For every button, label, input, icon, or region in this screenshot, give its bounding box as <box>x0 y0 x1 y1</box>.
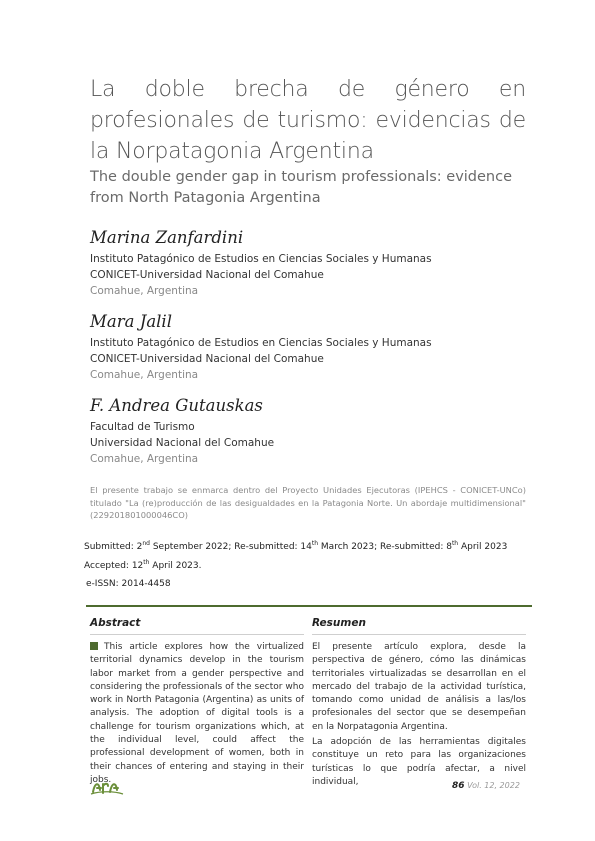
section-divider <box>86 605 532 607</box>
author-affiliation: Instituto Patagónico de Estudios en Ciencias Sociales y Humanas <box>90 253 432 265</box>
resumen-column <box>312 616 526 789</box>
ordinal-suffix: th <box>143 559 150 566</box>
submission-dates <box>84 540 507 552</box>
abstract-text <box>90 641 304 787</box>
issn: e-ISSN: 2014-4458 <box>86 579 171 589</box>
project-note: El presente trabajo se enmarca dentro del Proyecto Unidades Ejecutoras (IPEHCS - CONICET-UNCo) titulado "La (re)producción de las desigualdades en la Patagonia Norte. Un abordaje multidimensional" (229201801000046CO) <box>90 485 526 520</box>
volume-info: Vol. 12, 2022 <box>467 781 520 790</box>
accepted-text: April 2023. <box>149 561 202 571</box>
page-number: 86 <box>452 781 465 791</box>
author-affiliation: Facultad de Turismo <box>90 421 195 433</box>
square-bullet-icon <box>90 642 98 650</box>
resumen-heading: Resumen <box>312 617 366 629</box>
abstract-body: This article explores how the virtualized territorial dynamics develop in the tourism labor market from a gender perspective and considering the professionals of the sector who work in North Patagonia (Argentina) as units of analysis. The adoption of digital tools is a challenge for tourism organizations which, at the individual level, could affect the professional development of women, both in their chances of entering and staying in their jobs. <box>90 642 304 785</box>
author-block-2 <box>90 312 530 383</box>
journal-logo-icon <box>90 778 124 796</box>
ordinal-suffix: nd <box>142 540 150 547</box>
author-location: Comahue, Argentina <box>90 285 199 297</box>
resumen-text: El presente artículo explora, desde la perspectiva de género, cómo las dinámicas territoriales virtualizadas se desarrollan en el mercado del trabajo de la actividad turística, tomando como unidad de análisis a las/los profesionales del sector que se desempeñan en la Norpatagonia Argentina. <box>312 642 526 732</box>
heading-underline <box>312 634 526 635</box>
accepted-date <box>84 559 202 571</box>
author-affiliation: CONICET-Universidad Nacional del Comahue <box>90 269 324 281</box>
resubmitted-text: April 2023 <box>458 542 508 552</box>
page-footer <box>452 781 520 791</box>
accepted-text: Accepted: 12 <box>84 561 144 571</box>
abstract-column <box>90 616 304 787</box>
ordinal-suffix: th <box>451 540 459 547</box>
submitted-text: Submitted: 2 <box>84 542 143 552</box>
paper-subtitle: The double gender gap in tourism professionals: evidence from North Patagonia Argentina <box>90 169 513 206</box>
resubmitted-text: September 2022; Re-submitted: 14 <box>149 542 312 552</box>
resumen-text: La adopción de las herramientas digitales constituye un reto para las organizaciones turísticas lo que podría afectar, a nivel individual, <box>312 737 526 787</box>
resubmitted-text: March 2023; Re-submitted: 8 <box>318 542 452 552</box>
author-location: Comahue, Argentina <box>90 369 199 381</box>
heading-underline <box>90 634 304 635</box>
abstract-heading: Abstract <box>90 617 141 629</box>
author-name: Marina Zanfardini <box>90 228 244 247</box>
author-name: Mara Jalil <box>90 312 172 331</box>
author-block-3 <box>90 396 530 467</box>
author-block-1 <box>90 228 530 299</box>
ordinal-suffix: th <box>311 540 319 547</box>
author-affiliation: Instituto Patagónico de Estudios en Ciencias Sociales y Humanas <box>90 337 432 349</box>
author-location: Comahue, Argentina <box>90 453 199 465</box>
author-name: F. Andrea Gutauskas <box>90 396 263 415</box>
author-affiliation: Universidad Nacional del Comahue <box>90 437 275 449</box>
paper-title: La doble brecha de género en profesionales de turismo: evidencias de la Norpatagonia Argentina <box>90 77 526 164</box>
author-affiliation: CONICET-Universidad Nacional del Comahue <box>90 353 324 365</box>
